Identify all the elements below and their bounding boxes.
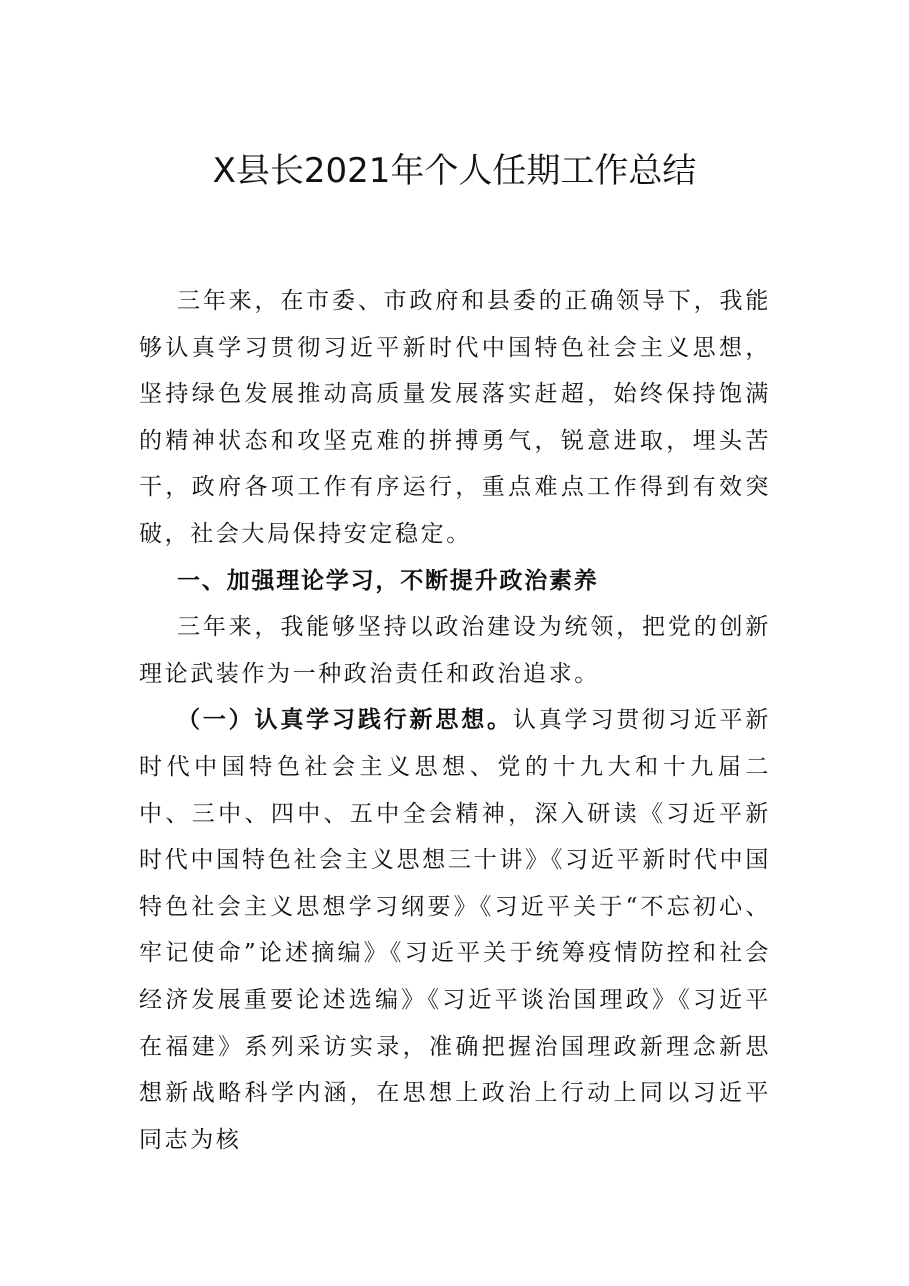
item-paragraph [139, 697, 771, 1163]
document-title: X县长2021年个人任期工作总结 [212, 151, 697, 191]
section-intro-paragraph: 三年来，我能够坚持以政治建设为统领，把党的创新理论武装作为一种政治责任和政治追求。 [139, 614, 771, 687]
intro-paragraph: 三年来，在市委、市政府和县委的正确领导下，我能够认真学习贯彻习近平新时代中国特色社会主义思想，坚持绿色发展推动高质量发展落实赶超，始终保持饱满的精神状态和攻坚克难的拼搏勇气，锐意进取，埋头苦干，政府各项工作有序运行，重点难点工作得到有效突破，社会大局保持安定稳定。 [139, 288, 771, 547]
item-lead-heading: （一）认真学习践行新思想。 [177, 706, 513, 734]
item-body-text: 认真学习贯彻习近平新时代中国特色社会主义思想、党的十九大和十九届二中、三中、四中、五中全会精神，深入研读《习近平新时代中国特色社会主义思想三十讲》《习近平新时代中国特色社会主义思想学习纲要》《习近平关于“不忘初心、牢记使命”论述摘编》《习近平关于统筹疫情防控和社会经济发展重要论述选编》《习近平谈治国理政》《习近平在福建》系列采访实录，准确把握治国理政新理念新思想新战略科学内涵，在思想上政治上行动上同以习近平同志为核 [139, 707, 771, 1153]
document-body [139, 278, 771, 1163]
section-heading: 一、加强理论学习，不断提升政治素养 [177, 566, 599, 594]
